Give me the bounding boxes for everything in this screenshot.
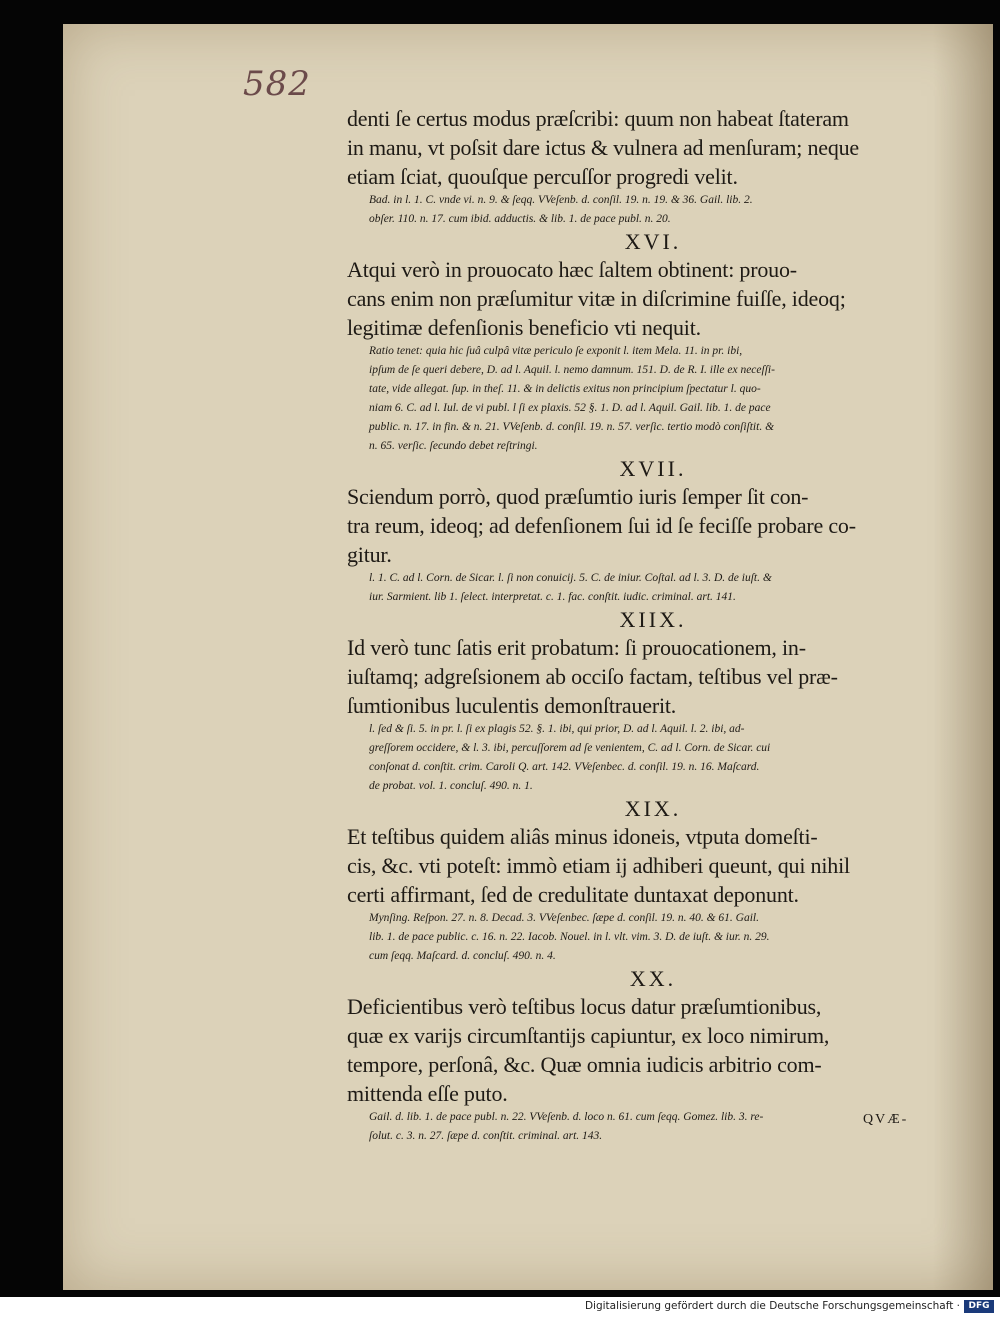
text-line: etiam ſciat, quouſque percuſſor progredi velit. <box>347 164 738 189</box>
section-heading: XX. <box>629 966 677 991</box>
section-heading: XVI. <box>624 229 682 254</box>
note-line: l. 1. C. ad l. Corn. de Sicar. l. ſi non conuicij. 5. C. de iniur. Coſtal. ad l. 3. D. de iuſt. & <box>369 572 772 584</box>
text-line: Et teſtibus quidem aliâs minus idoneis, vtputa domeſti- <box>347 824 818 849</box>
text-line: mittenda eſſe puto. <box>347 1081 508 1106</box>
paragraph <box>347 104 959 191</box>
note-line: obſer. 110. n. 17. cum ibid. adductis. & lib. 1. de pace publ. n. 20. <box>369 213 671 225</box>
note-line: Gail. d. lib. 1. de pace publ. n. 22. VVeſenb. d. loco n. 61. cum ſeqq. Gomez. lib. 3. re- <box>369 1111 764 1123</box>
note-line: niam 6. C. ad l. Iul. de vi publ. l ſi ex plaxis. 52 §. 1. D. ad l. Aquil. Gail. lib. 1. de pace <box>369 402 771 414</box>
note-line: de probat. vol. 1. concluſ. 490. n. 1. <box>369 780 533 792</box>
note-line: greſſorem occidere, & l. 3. ibi, percuſſorem ad ſe venientem, C. ad l. Corn. de Sicar. cui <box>369 742 771 754</box>
citation-note <box>347 909 959 966</box>
text-line: in manu, vt poſsit dare ictus & vulnera ad menſuram; neque <box>347 135 859 160</box>
note-line: ipſum de ſe queri debere, D. ad l. Aquil. l. nemo damnum. 151. D. de R. I. ille ex neceſſi- <box>369 364 775 376</box>
note-line: conſonat d. conſtit. crim. Caroli Q. art. 142. VVeſenbec. d. conſil. 19. n. 16. Maſcard. <box>369 761 760 773</box>
text-line: Sciendum porrò, quod præſumtio iuris ſemper ſit con- <box>347 484 809 509</box>
note-line: iur. Sarmient. lib 1. ſelect. interpretat. c. 1. fac. conſtit. iudic. criminal. art. 141. <box>369 591 736 603</box>
text-line: Id verò tunc ſatis erit probatum: ſi prouocationem, in- <box>347 635 806 660</box>
note-line: Ratio tenet: quia hic ſuâ culpâ vitæ periculo ſe exponit l. item Mela. 11. in pr. ibi, <box>369 345 743 357</box>
text-line: ſumtionibus luculentis demonſtrauerit. <box>347 693 677 718</box>
citation-note <box>347 191 959 229</box>
footer-bar <box>0 1297 1000 1317</box>
section-heading: XIX. <box>624 796 682 821</box>
note-line: Mynſing. Reſpon. 27. n. 8. Decad. 3. VVeſenbec. ſæpe d. conſil. 19. n. 40. & 61. Gail. <box>369 912 759 924</box>
note-line: ſolut. c. 3. n. 27. ſæpe d. conſtit. criminal. art. 143. <box>369 1130 603 1142</box>
note-line: tate, vide allegat. ſup. in theſ. 11. & in delictis exitus non principium ſpectatur l. quo- <box>369 383 761 395</box>
text-line: legitimæ defenſionis beneficio vti nequit. <box>347 315 701 340</box>
dfg-logo-icon: DFG <box>964 1300 994 1313</box>
text-line: iuſtamq; adgreſsionem ab occiſo factam, teſtibus vel præ- <box>347 664 838 689</box>
paragraph <box>347 482 959 569</box>
note-line: l. ſed & ſi. 5. in pr. l. ſi ex plagis 52. §. 1. ibi, qui prior, D. ad l. Aquil. l. 2. ibi, ad- <box>369 723 745 735</box>
paragraph <box>347 822 959 909</box>
book-page <box>63 24 993 1290</box>
note-line: n. 65. verſic. ſecundo debet reſtringi. <box>369 440 538 452</box>
text-line: certi affirmant, ſed de credulitate duntaxat deponunt. <box>347 882 799 907</box>
note-line: public. n. 17. in fin. & n. 21. VVeſenb. d. conſil. 19. n. 57. verſic. tertio modò conſiſtit. & <box>369 421 775 433</box>
paragraph <box>347 992 959 1108</box>
text-line: tra reum, ideoq; ad defenſionem ſui id ſe feciſſe probare co- <box>347 513 856 538</box>
note-line: Bad. in l. 1. C. vnde vi. n. 9. & ſeqq. VVeſenb. d. conſil. 19. n. 19. & 36. Gail. lib. 2. <box>369 194 753 206</box>
section-heading: XIIX. <box>619 607 687 632</box>
text-line: gitur. <box>347 542 392 567</box>
text-line: Atqui verò in prouocato hæc ſaltem obtinent: prouo- <box>347 257 797 282</box>
text-line: cans enim non præſumitur vitæ in diſcrimine fuiſſe, ideoq; <box>347 286 846 311</box>
paragraph <box>347 255 959 342</box>
section-heading: XVII. <box>619 456 687 481</box>
note-line: cum ſeqq. Maſcard. d. concluſ. 490. n. 4. <box>369 950 556 962</box>
text-line: tempore, perſonâ, &c. Quæ omnia iudicis arbitrio com- <box>347 1052 822 1077</box>
citation-note <box>347 569 959 607</box>
page-text <box>347 104 959 1146</box>
text-line: quæ ex varijs circumſtantijs capiuntur, ex loco nimirum, <box>347 1023 830 1048</box>
text-line: cis, &c. vti poteſt: immò etiam ij adhiberi queunt, qui nihil <box>347 853 850 878</box>
note-line: lib. 1. de pace public. c. 16. n. 22. Iacob. Nouel. in l. vlt. vim. 3. D. de iuſt. & iur. n. 29. <box>369 931 770 943</box>
text-line: denti ſe certus modus præſcribi: quum non habeat ſtateram <box>347 106 849 131</box>
catchword: QVÆ- <box>863 1112 909 1127</box>
page-number: 582 <box>243 64 311 104</box>
text-line: Deficientibus verò teſtibus locus datur præſumtionibus, <box>347 994 822 1019</box>
citation-note <box>347 720 959 796</box>
paragraph <box>347 633 959 720</box>
funding-credit: Digitalisierung gefördert durch die Deutsche Forschungsgemeinschaft · <box>584 1300 960 1312</box>
citation-note <box>347 342 959 456</box>
